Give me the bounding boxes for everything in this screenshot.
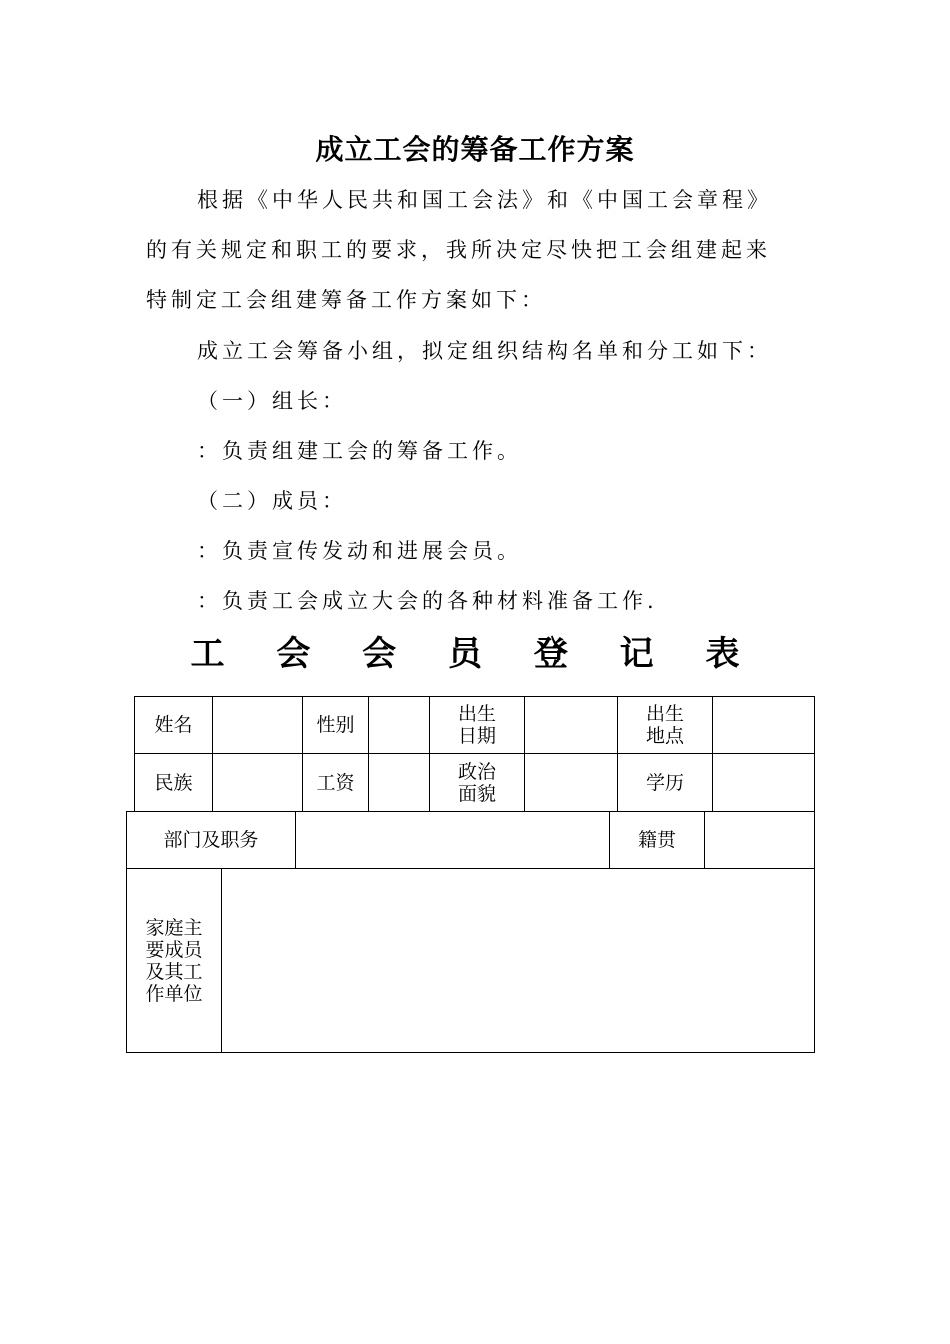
leader-heading: （一）组长： [197,389,347,413]
birth-place-value-cell [712,696,815,754]
group-intro: 成立工会筹备小组，拟定组织结构名单和分工如下： [197,339,772,363]
ethnicity-label: 民族 [134,753,213,812]
family-members-label [126,868,222,1053]
members-heading: （二）成员： [197,489,347,513]
intro-line-1: 根据《中华人民共和国工会法》和《中国工会章程》 [197,188,772,212]
department-position-label: 部门及职务 [126,811,296,869]
salary-label: 工资 [302,753,369,812]
family-members-value-cell [221,868,815,1053]
leader-duty: ：负责组建工会的筹备工作。 [197,439,522,463]
plan-title: 成立工会的筹备工作方案 [315,133,635,166]
birth-date-value-cell [524,696,618,754]
department-position-value-cell [295,811,610,869]
family-members-label-line-3: 及其工 [145,960,203,983]
gender-value-cell [368,696,430,754]
birth-place-label-line-2: 地点 [645,725,684,747]
form-title: 工 会 会 员 登 记 表 [190,634,760,674]
birth-date-label-line-1: 出生 [457,703,496,725]
member-duty-1: ：负责宣传发动和进展会员。 [197,539,522,563]
family-members-label-line-4: 作单位 [145,982,203,1005]
birth-date-label [429,696,525,754]
birth-place-label-line-1: 出生 [645,703,684,725]
name-label: 姓名 [134,696,213,754]
native-place-label: 籍贯 [609,811,705,869]
intro-line-3: 特制定工会组建筹备工作方案如下： [146,288,546,312]
family-members-label-line-1: 家庭主 [145,916,203,939]
political-status-label [429,753,525,812]
political-status-label-line-2: 面貌 [457,782,496,805]
salary-value-cell [368,753,430,812]
political-status-value-cell [524,753,618,812]
education-label: 学历 [617,753,713,812]
native-place-value-cell [704,811,815,869]
family-members-label-line-2: 要成员 [145,938,203,961]
political-status-label-line-1: 政治 [457,760,496,783]
birth-date-label-line-2: 日期 [457,725,496,747]
education-value-cell [712,753,815,812]
intro-line-2: 的有关规定和职工的要求，我所决定尽快把工会组建起来 [146,238,771,262]
gender-label: 性别 [302,696,369,754]
member-duty-2: ：负责工会成立大会的各种材料准备工作. [197,589,658,613]
ethnicity-value-cell [212,753,303,812]
birth-place-label [617,696,713,754]
name-value-cell [212,696,303,754]
